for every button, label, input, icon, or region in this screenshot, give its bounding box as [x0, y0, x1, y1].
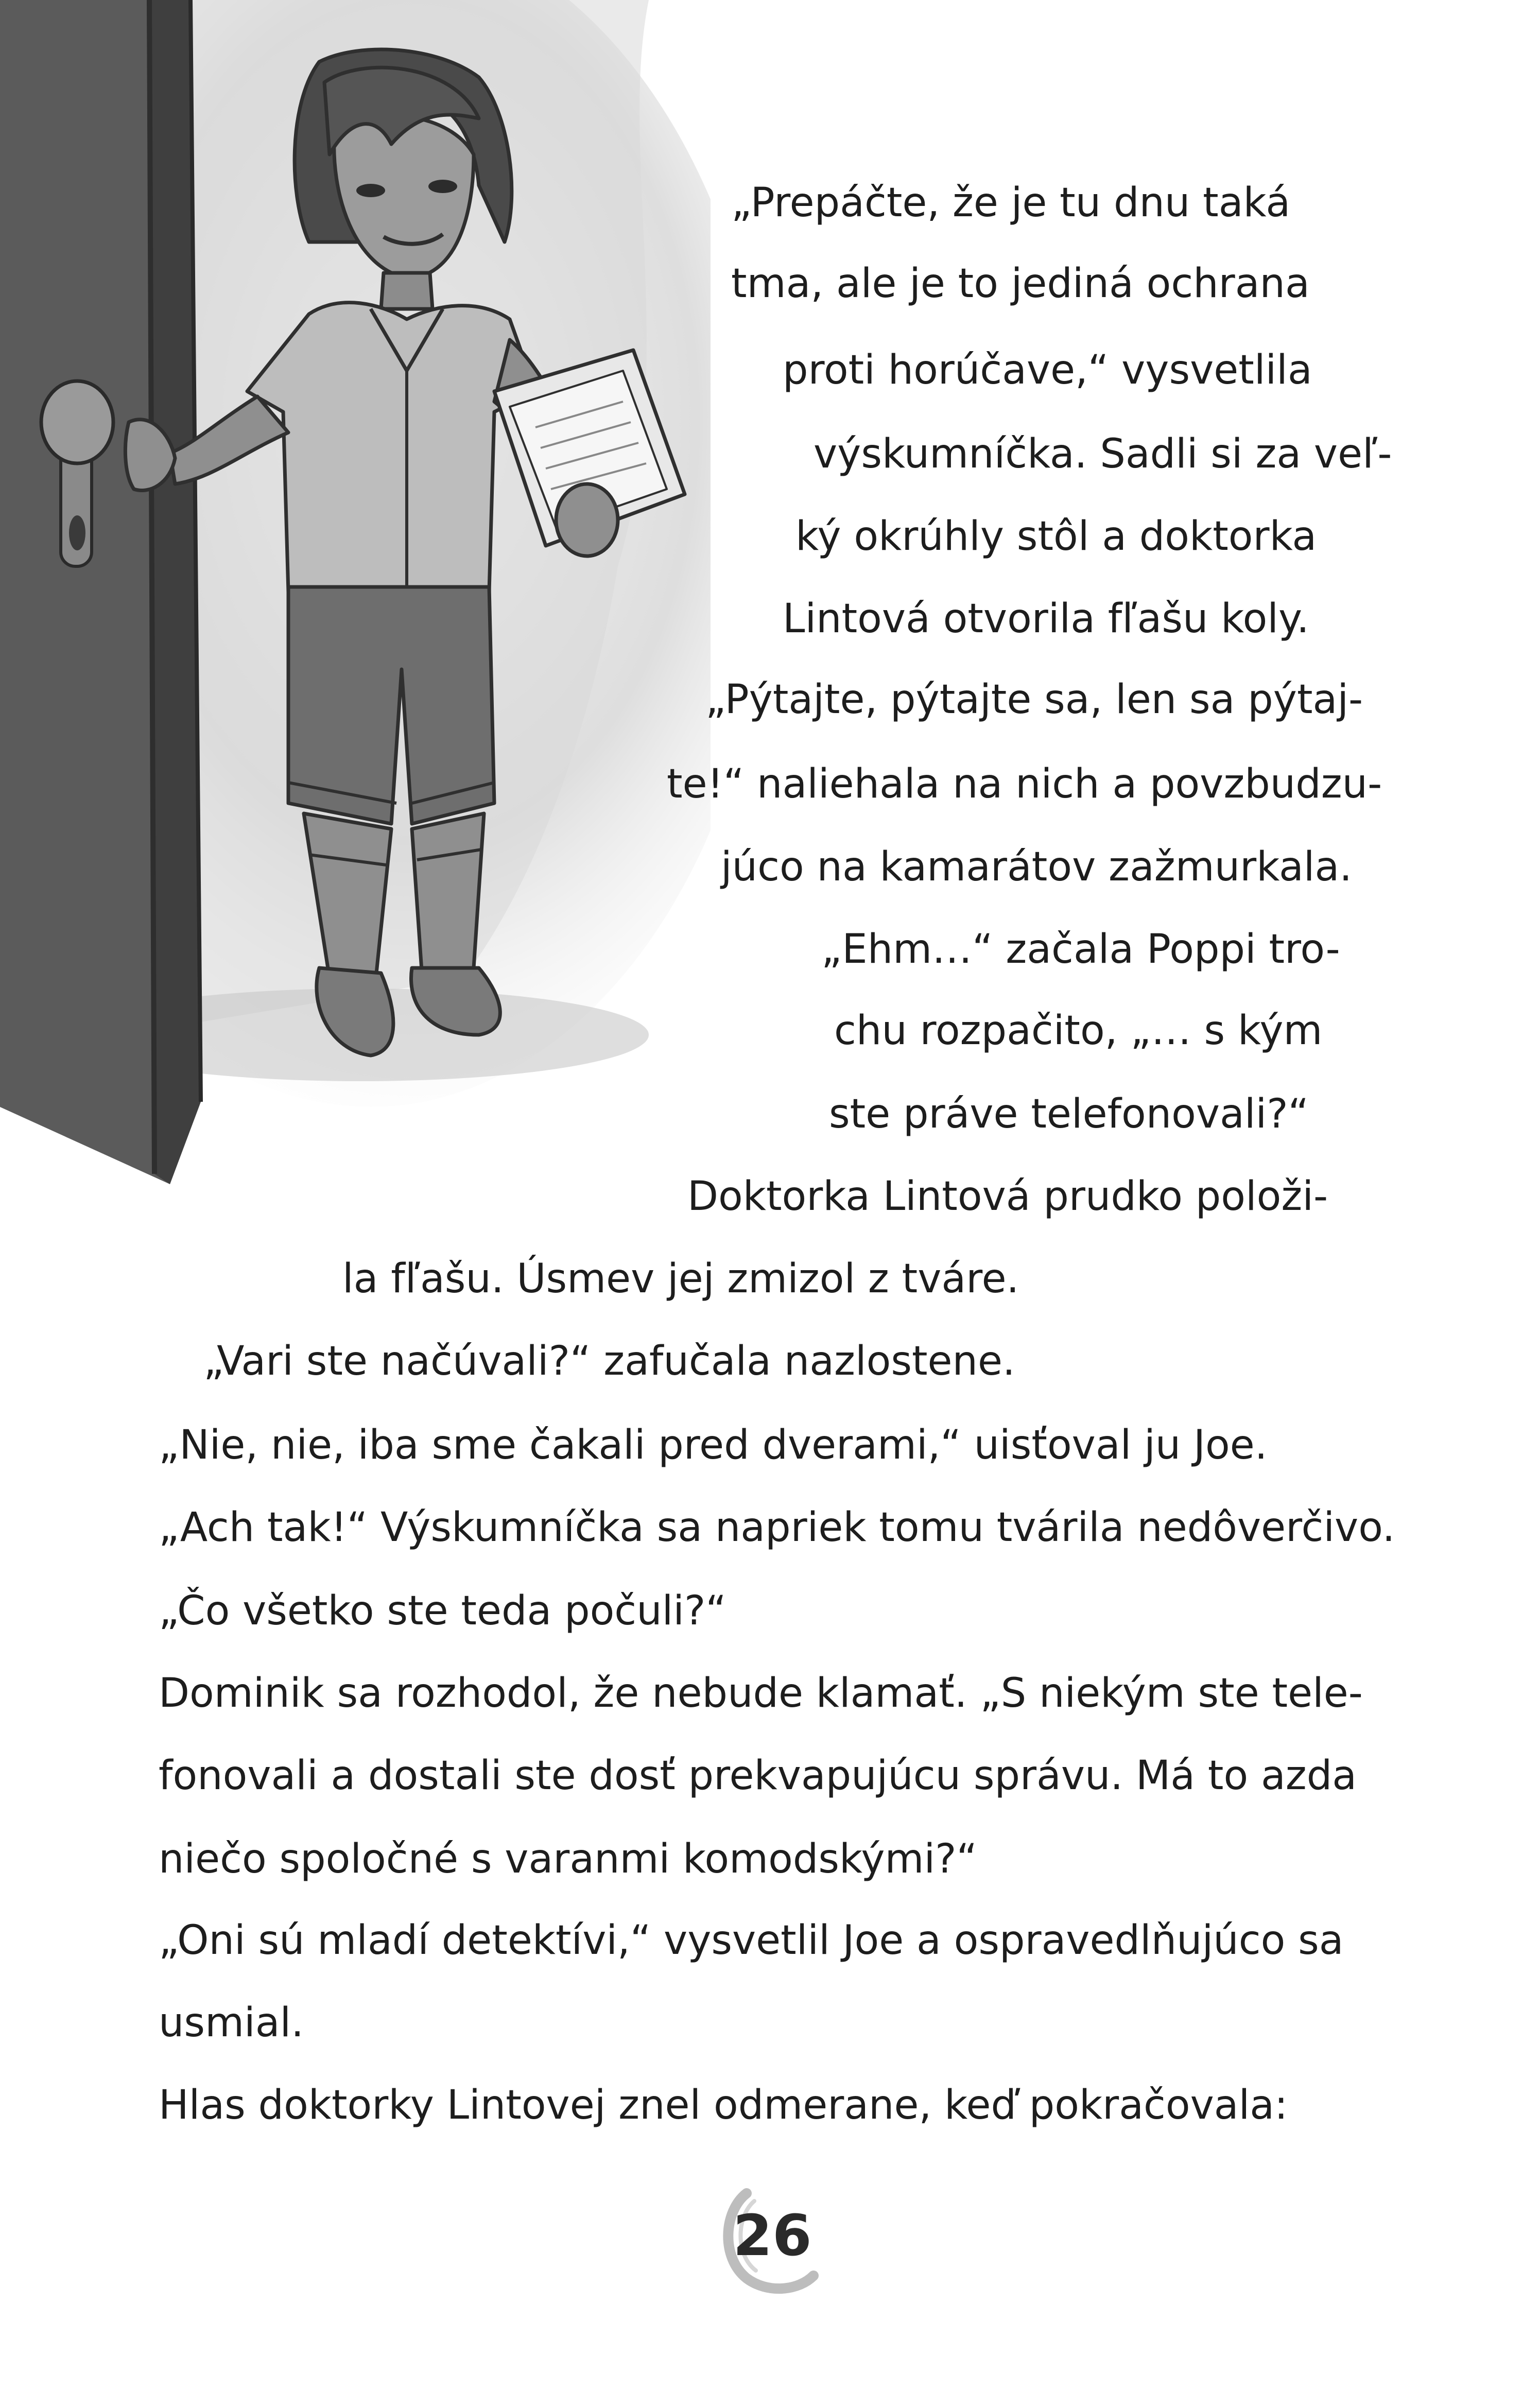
text-line: „Prepáčte, že je tu dnu taká — [731, 180, 1291, 226]
text-line: la fľašu. Úsmev jej zmizol z tváre. — [342, 1256, 1019, 1302]
illustration-researcher-at-door — [0, 0, 711, 1194]
text-line: fonovali a dostali ste dosť prekvapujúcu správu. Má to azda — [159, 1753, 1357, 1799]
text-line: niečo spoločné s varanmi komodskými?“ — [159, 1836, 977, 1882]
text-line: ký okrúhly stôl a doktorka — [795, 513, 1317, 560]
text-line: tma, ale je to jediná ochrana — [731, 261, 1310, 307]
page-number-badge — [711, 2173, 834, 2296]
text-line: „Pýtajte, pýtajte sa, len sa pýtaj- — [705, 677, 1363, 723]
text-line: Doktorka Lintová prudko položi- — [687, 1173, 1328, 1220]
text-line: výskumníčka. Sadli si za veľ- — [814, 431, 1392, 477]
text-line: ste práve telefonovali?“ — [829, 1091, 1309, 1137]
text-line: „Ach tak!“ Výskumníčka sa napriek tomu tvárila nedôverčivo. — [159, 1504, 1395, 1551]
text-line: proti horúčave,“ vysvetlila — [783, 347, 1312, 393]
text-line: usmial. — [159, 2000, 304, 2046]
text-line: Dominik sa rozhodol, že nebude klamať. „S niekým ste tele- — [159, 1670, 1363, 1717]
text-line: te!“ naliehala na nich a povzbudzu- — [667, 761, 1382, 807]
page-number: 26 — [733, 2203, 812, 2268]
text-line: júco na kamarátov zažmurkala. — [721, 844, 1353, 890]
text-line: Lintová otvorila fľašu koly. — [783, 596, 1309, 642]
text-line: Hlas doktorky Lintovej znel odmerane, keď pokračovala: — [159, 2082, 1288, 2128]
text-line: „Oni sú mladí detektívi,“ vysvetlil Joe a ospravedlňujúco sa — [159, 1917, 1344, 1964]
text-line: „Ehm…“ začala Poppi tro- — [821, 926, 1340, 973]
text-line: „Vari ste načúvali?“ zafučala nazlostene. — [203, 1338, 1015, 1384]
text-line: „Čo všetko ste teda počuli?“ — [159, 1588, 726, 1634]
text-line: chu rozpačito, „… s kým — [834, 1008, 1323, 1054]
text-line: „Nie, nie, iba sme čakali pred dverami,“ uisťoval ju Joe. — [159, 1422, 1268, 1468]
